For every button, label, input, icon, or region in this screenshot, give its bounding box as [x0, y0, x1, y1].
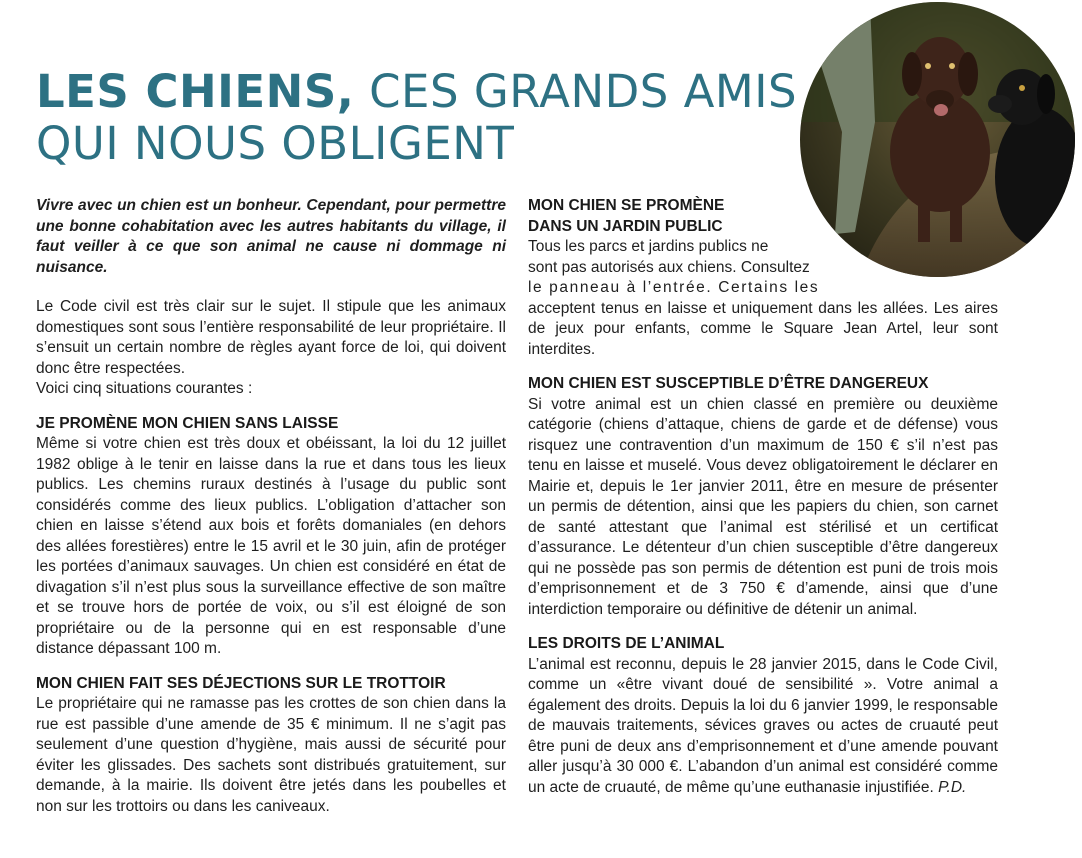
section-title-park: [528, 196, 998, 237]
section-body-rights: [528, 655, 998, 799]
park-line1: Tous les parcs et jardins publics ne: [528, 238, 769, 255]
section-title-sidewalk: MON CHIEN FAIT SES DÉJECTIONS SUR LE TROTTOIR: [36, 674, 446, 692]
section-body-dangerous: Si votre animal est un chien classé en première ou deuxième catégorie (chiens d’attaque, chiens de garde et de défense) vous risquez une contravention d’un maximum de 150 € s’il n’est pas tenu en laisse et muselé. Vous devez obligatoirement le déclarer en Mairie et, depuis le 1er janvier 2011, être en mesure de présenter un permis de détention, ainsi que les papiers du chien, son carnet de santé attestant que l’animal est stérilisé et un certificat d’assurance. Le détenteur d’un chien susceptible d’être dangereux qui ne possède pas son permis de détention est puni de trois mois d’emprisonnement et de 3 750 € d’amende, ainsi que d’une interdiction temporaire ou définitive de détenir un animal.: [528, 395, 998, 618]
lead-paragraph: Vivre avec un chien est un bonheur. Cependant, pour permettre une bonne cohabitation avec les autres habitants du village, il faut veiller à ce que son animal ne cause ni dommage ni nuisance.: [36, 197, 506, 276]
title-bold: LES CHIENS,: [36, 65, 355, 118]
intro-paragraph: Le Code civil est très clair sur le sujet. Il stipule que les animaux domestiques sont sous l’entière responsabilité de leur propriétaire. Il s’ensuit un certain nombre de règles ayant force de loi, qui doivent donc être respectées.: [36, 298, 506, 377]
left-column: [36, 196, 506, 817]
intro-list-paragraph: Voici cinq situations courantes :: [36, 380, 253, 397]
section-body-park-rest: acceptent tenus en laisse et uniquement dans les allées. Les aires de jeux pour enfants, comme le Square Jean Artel, leur sont interdites.: [528, 299, 998, 358]
section-title-park-line2: DANS UN JARDIN PUBLIC: [528, 217, 723, 235]
section-body-park: [528, 237, 998, 299]
section-title-rights: LES DROITS DE L’ANIMAL: [528, 635, 725, 652]
park-line3: le panneau à l’entrée. Certains les: [528, 279, 820, 296]
section-body-leash: Même si votre chien est très doux et obéissant, la loi du 12 juillet 1982 oblige à le tenir en laisse dans la rue et dans tous les lieux publics. Les chemins ruraux destinés à l’usage du public sont considérés comme des lieux publics. L’obligation d’attacher son chien en laisse s’étend aux bois et forêts domaniales (en dehors des allées forestières) entre le 15 avril et le 30 juin, afin de protéger les portées d’animaux sauvages. Un chien est considéré en état de divagation s’il n’est plus sous la surveillance effective de son maître et se trouve hors de portée de voix, ou s’il est éloigné de son propriétaire ou de la personne qui en est responsable d’une distance dépassant 100 m.: [36, 435, 506, 657]
section-title-dangerous: MON CHIEN EST SUSCEPTIBLE D’ÊTRE DANGEREUX: [528, 375, 929, 392]
title-line2: QUI NOUS OBLIGENT: [36, 117, 515, 170]
title-line1: CES GRANDS AMIS: [369, 65, 798, 118]
rights-text: L’animal est reconnu, depuis le 28 janvier 2015, dans le Code Civil, comme un «être vivant doué de sensibilité ». Votre animal a également des droits. Depuis la loi du 6 janvier 1999, le responsable de mauvais traitements, sévices graves ou actes de cruauté peut être puni de deux ans d’emprisonnement et d’une amende pouvant aller jusqu’à 30 000 €. L’abandon d’un animal est considéré comme un acte de cruauté, de même qu’une euthanasie injustifiée.: [528, 655, 998, 796]
park-line2: sont pas autorisés aux chiens. Consultez: [528, 258, 810, 276]
page-title: [36, 66, 816, 170]
right-column: [528, 196, 998, 798]
section-title-park-line1: MON CHIEN SE PROMÈNE: [528, 197, 725, 214]
section-title-leash: JE PROMÈNE MON CHIEN SANS LAISSE: [36, 414, 339, 432]
section-body-sidewalk: Le propriétaire qui ne ramasse pas les crottes de son chien dans la rue est passible d’une amende de 35 € minimum. Il ne s’agit pas seulement d’une question d’hygiène, mais aussi de sécurité pour éviter les glissades. Des sachets sont distribués gratuitement, sur demande, à la mairie. Ils doivent être jetés dans les poubelles et non sur les trottoirs ou dans les caniveaux.: [36, 695, 506, 815]
signature: P.D.: [938, 778, 967, 796]
